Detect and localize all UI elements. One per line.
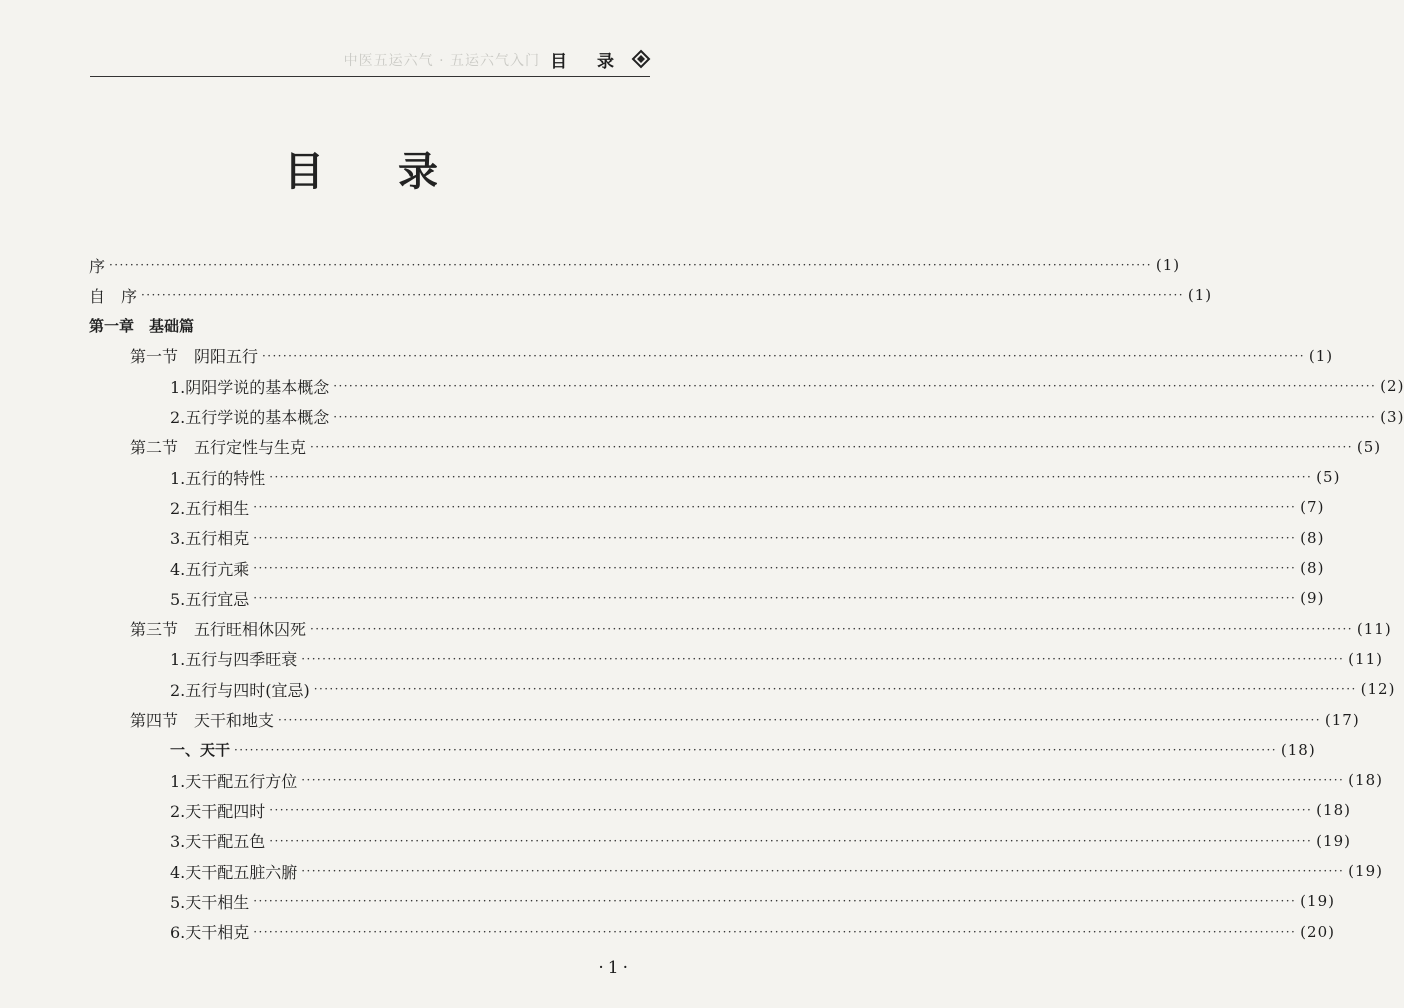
toc-entry-label: 2.五行学说的基本概念	[170, 408, 330, 427]
toc-entry-label: 第二节 五行定性与生克	[130, 438, 307, 458]
toc-dot-leader: ········································································································································································································	[278, 712, 1321, 727]
toc-dot-leader: ········································································································································································································	[269, 803, 1313, 818]
toc-entry-label: 1.阴阳学说的基本概念	[170, 377, 330, 397]
toc-entry-label: 3.天干配五色	[170, 832, 266, 852]
toc-entry	[170, 586, 1325, 610]
toc-entry-page: (2)	[1380, 377, 1404, 396]
toc-dot-leader: ········································································································································································································	[262, 348, 1305, 363]
toc-dot-leader: ········································································································································································································	[253, 924, 1297, 939]
toc-dot-leader: ········································································································································································································	[333, 379, 1377, 394]
toc-entry	[130, 435, 1382, 459]
toc-entry	[170, 677, 1396, 701]
toc-entry-page: (12)	[1360, 680, 1396, 699]
page-title	[0, 140, 722, 197]
toc-entry	[170, 768, 1383, 792]
toc-entry-label: 5.天干相生	[170, 892, 250, 912]
toc-entry-page: (1)	[1308, 346, 1334, 365]
toc-entry-label: 2.五行相生	[170, 498, 250, 518]
toc-entry	[170, 495, 1325, 519]
toc-entry-label: 2.五行与四时(宜忌)	[170, 680, 310, 700]
toc-entry-label: 4.天干配五脏六腑	[170, 862, 298, 882]
toc-entry	[130, 617, 1392, 641]
toc-entry	[89, 283, 1213, 307]
toc-entry-page: (1)	[1155, 256, 1181, 274]
toc-dot-leader: ········································································································································································································	[333, 409, 1377, 424]
toc-entry-page: (8)	[1300, 528, 1325, 547]
toc-entry-label: 3.五行相克	[170, 529, 250, 549]
toc-dot-leader: ········································································································································································································	[253, 500, 1297, 515]
toc-dot-leader: ········································································································································································································	[253, 530, 1297, 545]
toc-entry	[170, 374, 1404, 398]
toc-entry-label: 6.天干相克	[170, 923, 250, 943]
toc-entry	[89, 314, 646, 338]
toc-entry-label: 第四节 天干和地支	[130, 711, 275, 730]
toc-entry-label: 第一节 阴阳五行	[130, 347, 259, 367]
toc-entry-page: (18)	[1348, 771, 1383, 790]
toc-entry-label: 第一章 基础篇	[89, 317, 195, 336]
toc-dot-leader: ········································································································································································································	[269, 470, 1313, 485]
toc-entry	[130, 344, 1334, 368]
toc-entry	[170, 465, 1341, 489]
toc-entry-page: (20)	[1300, 922, 1335, 941]
toc-entry-label: 序	[89, 256, 106, 276]
diamond-ornament-icon	[632, 50, 650, 68]
toc-entry-page: (5)	[1356, 437, 1382, 456]
toc-entry-label: 一、天干	[170, 741, 231, 760]
toc-entry-page: (18)	[1316, 801, 1351, 820]
toc-entry-label: 第三节 五行旺相休囚死	[130, 620, 307, 640]
page-number: ·1·	[598, 958, 632, 978]
page-title-char-1: 目	[284, 149, 324, 195]
toc-dot-leader: ········································································································································································································	[301, 773, 1345, 788]
toc-entry-label: 4.五行亢乘	[170, 559, 250, 579]
toc-entry-page: (11)	[1356, 619, 1392, 638]
toc-dot-leader: ········································································································································································································	[253, 894, 1297, 909]
toc-entry	[170, 647, 1383, 671]
toc-entry-page: (3)	[1380, 407, 1404, 426]
toc-dot-leader: ········································································································································································································	[301, 651, 1345, 666]
toc-entry	[170, 859, 1383, 883]
toc-dot-leader: ········································································································································································································	[141, 288, 1184, 303]
toc-entry-page: (17)	[1324, 710, 1360, 729]
toc-entry	[170, 738, 1316, 762]
toc-dot-leader: ········································································································································································································	[253, 591, 1297, 606]
toc-entry	[130, 708, 1360, 732]
toc-entry	[170, 920, 1335, 944]
page-title-char-2: 录	[398, 149, 438, 195]
toc-entry-page: (19)	[1348, 862, 1383, 880]
toc-entry-page: (19)	[1316, 831, 1351, 850]
toc-entry	[170, 556, 1325, 580]
toc-entry-page: (11)	[1348, 649, 1383, 668]
toc-entry-page: (18)	[1280, 740, 1316, 759]
toc-entry-label: 1.五行与四季旺衰	[170, 650, 298, 670]
toc-entry	[170, 526, 1325, 550]
toc-dot-leader: ········································································································································································································	[253, 561, 1297, 575]
toc-entry-label: 自 序	[89, 286, 138, 306]
toc-dot-leader: ········································································································································································································	[234, 742, 1277, 757]
toc-entry	[170, 798, 1351, 822]
toc-entry-label: 1.五行的特性	[170, 468, 266, 488]
toc-entry	[170, 405, 1404, 429]
toc-entry	[89, 253, 1181, 277]
toc-dot-leader: ········································································································································································································	[301, 864, 1345, 878]
toc-entry-label: 2.天干配四时	[170, 801, 266, 821]
toc-entry-page: (7)	[1300, 498, 1325, 517]
toc-entry-page: (5)	[1316, 468, 1341, 487]
toc-dot-leader: ········································································································································································································	[109, 258, 1152, 272]
toc-entry-label: 5.五行宜忌	[170, 589, 250, 609]
header-faint-text: 中医五运六气 · 五运六气入门	[343, 53, 540, 69]
toc-entry-page: (8)	[1300, 559, 1325, 577]
toc-entry	[170, 889, 1335, 913]
toc-entry-page: (1)	[1187, 286, 1213, 305]
header-title: 目 录	[550, 52, 626, 72]
toc-dot-leader: ········································································································································································································	[269, 833, 1313, 848]
toc-entry-page: (9)	[1300, 589, 1325, 608]
toc-entry	[170, 829, 1351, 853]
toc-entry-label: 1.天干配五行方位	[170, 771, 298, 791]
toc-dot-leader: ········································································································································································································	[310, 439, 1353, 454]
toc-dot-leader: ········································································································································································································	[310, 621, 1353, 636]
toc-dot-leader: ········································································································································································································	[313, 682, 1357, 697]
toc-entry-page: (19)	[1300, 892, 1335, 911]
running-header	[90, 44, 650, 77]
